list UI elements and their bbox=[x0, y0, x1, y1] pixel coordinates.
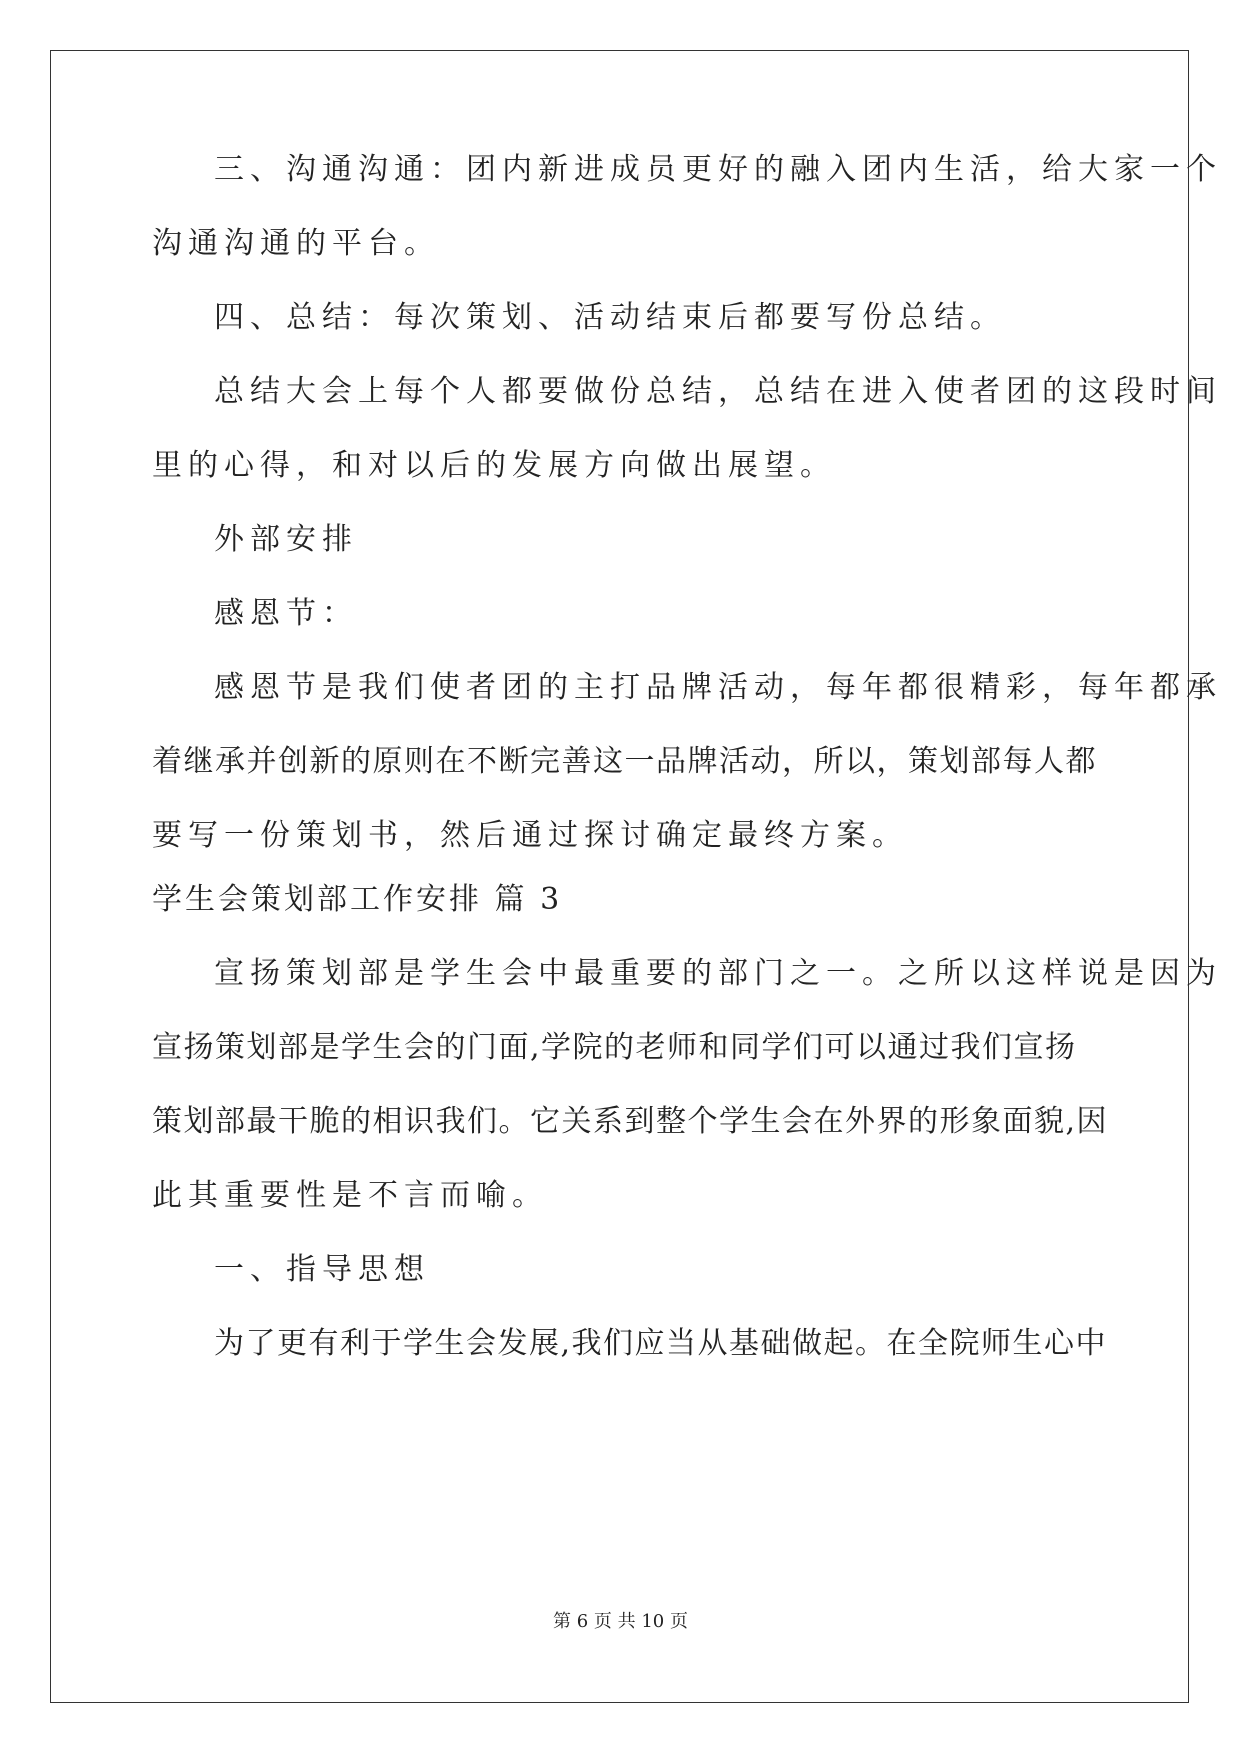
paragraph-line: 着继承并创新的原则在不断完善这一品牌活动，所以，策划部每人都 bbox=[152, 744, 1097, 779]
paragraph-line: 宣扬策划部是学生会的门面,学院的老师和同学们可以通过我们宣扬 bbox=[152, 1030, 1077, 1065]
paragraph-line: 宣扬策划部是学生会中最重要的部门之一。之所以这样说是因为 bbox=[214, 956, 1222, 991]
article-title: 学生会策划部工作安排 篇 3 bbox=[152, 882, 563, 917]
page-number-footer: 第 6 页 共 10 页 bbox=[553, 1611, 688, 1632]
paragraph-line: 策划部最干脆的相识我们。它关系到整个学生会在外界的形象面貌,因 bbox=[152, 1104, 1109, 1139]
paragraph-line: 里的心得，和对以后的发展方向做出展望。 bbox=[152, 448, 836, 483]
paragraph-line: 沟通沟通的平台。 bbox=[152, 226, 440, 261]
paragraph-line: 感恩节是我们使者团的主打品牌活动，每年都很精彩，每年都承 bbox=[214, 670, 1222, 705]
paragraph-line: 要写一份策划书，然后通过探讨确定最终方案。 bbox=[152, 818, 908, 853]
paragraph-line: 三、沟通沟通：团内新进成员更好的融入团内生活，给大家一个 bbox=[214, 152, 1222, 187]
paragraph-line: 四、总结：每次策划、活动结束后都要写份总结。 bbox=[214, 300, 1006, 335]
section-heading: 感恩节： bbox=[214, 596, 358, 631]
paragraph-line: 为了更有利于学生会发展,我们应当从基础做起。在全院师生心中 bbox=[214, 1326, 1108, 1361]
paragraph-line: 此其重要性是不言而喻。 bbox=[152, 1178, 548, 1213]
section-heading: 一、指导思想 bbox=[214, 1252, 430, 1287]
paragraph-line: 总结大会上每个人都要做份总结，总结在进入使者团的这段时间 bbox=[214, 374, 1222, 409]
section-heading: 外部安排 bbox=[214, 522, 358, 557]
